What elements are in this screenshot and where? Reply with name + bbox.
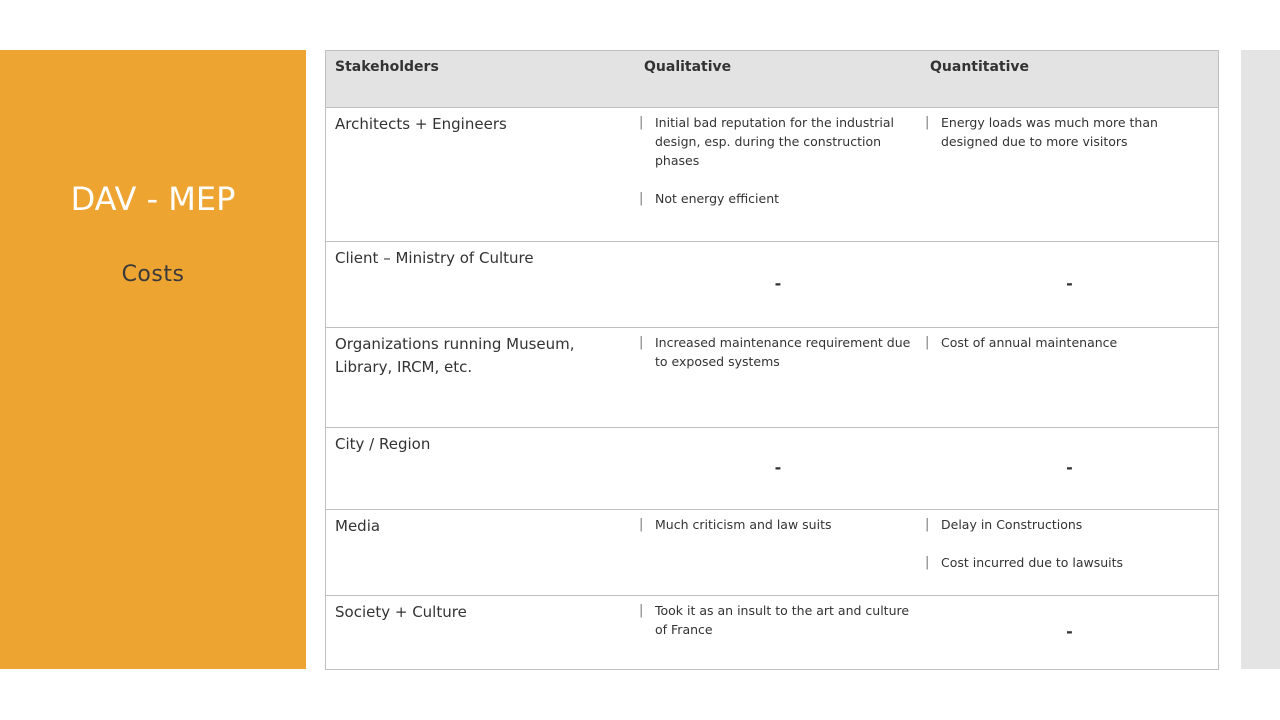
qualitative-cell (635, 595, 921, 669)
table-row (326, 327, 1218, 427)
slide-subtitle: Costs (121, 262, 185, 287)
quantitative-cell (921, 241, 1218, 327)
table-row (326, 427, 1218, 509)
qualitative-cell (635, 241, 921, 327)
empty-dash: - (1066, 457, 1073, 477)
list-item: | Cost of annual maintenance (925, 334, 1118, 350)
table-row (326, 509, 1218, 595)
list-item: | Not energy efficient (639, 190, 780, 206)
stakeholder-cell: Media (335, 516, 381, 535)
empty-dash: - (774, 457, 782, 477)
empty-dash: - (1066, 621, 1073, 641)
empty-dash: - (774, 273, 782, 293)
slide-title: DAV - MEP (70, 180, 236, 218)
title-panel (0, 50, 306, 669)
list-item: | Delay in Constructions (925, 516, 1083, 532)
list-item: | Initial bad reputation for the industrial design, esp. during the construction phases (639, 114, 895, 168)
table-row (326, 241, 1218, 327)
quantitative-cell (921, 509, 1218, 595)
stakeholder-cell: Society + Culture (335, 602, 467, 621)
quantitative-cell (921, 427, 1218, 509)
qualitative-cell (635, 327, 921, 427)
empty-dash: - (1066, 273, 1073, 293)
header-qualitative: Qualitative (635, 51, 921, 107)
table-row (326, 107, 1218, 241)
qualitative-cell (635, 509, 921, 595)
quantitative-cell (921, 327, 1218, 427)
list-item: | Increased maintenance requirement due to exposed systems (639, 334, 911, 369)
list-item: | Cost incurred due to lawsuits (925, 554, 1124, 570)
table-row (326, 595, 1218, 669)
qualitative-cell (635, 107, 921, 241)
decorative-side-strip (1241, 50, 1280, 669)
quantitative-cell (921, 595, 1218, 669)
list-item: | Energy loads was much more than designed due to more visitors (925, 114, 1158, 149)
stakeholder-table (325, 50, 1219, 670)
list-item: | Took it as an insult to the art and culture of France (639, 602, 910, 637)
stakeholder-cell: Architects + Engineers (335, 114, 507, 133)
list-item: | Much criticism and law suits (639, 516, 832, 532)
stakeholder-cell: City / Region (335, 434, 431, 453)
header-quantitative: Quantitative (921, 51, 1218, 107)
qualitative-cell (635, 427, 921, 509)
quantitative-cell (921, 107, 1218, 241)
table-header-row (326, 51, 1218, 107)
stakeholder-cell: Organizations running Museum, Library, IRCM, etc. (335, 334, 575, 376)
stakeholder-cell: Client – Ministry of Culture (335, 248, 534, 267)
header-stakeholders: Stakeholders (326, 51, 635, 107)
